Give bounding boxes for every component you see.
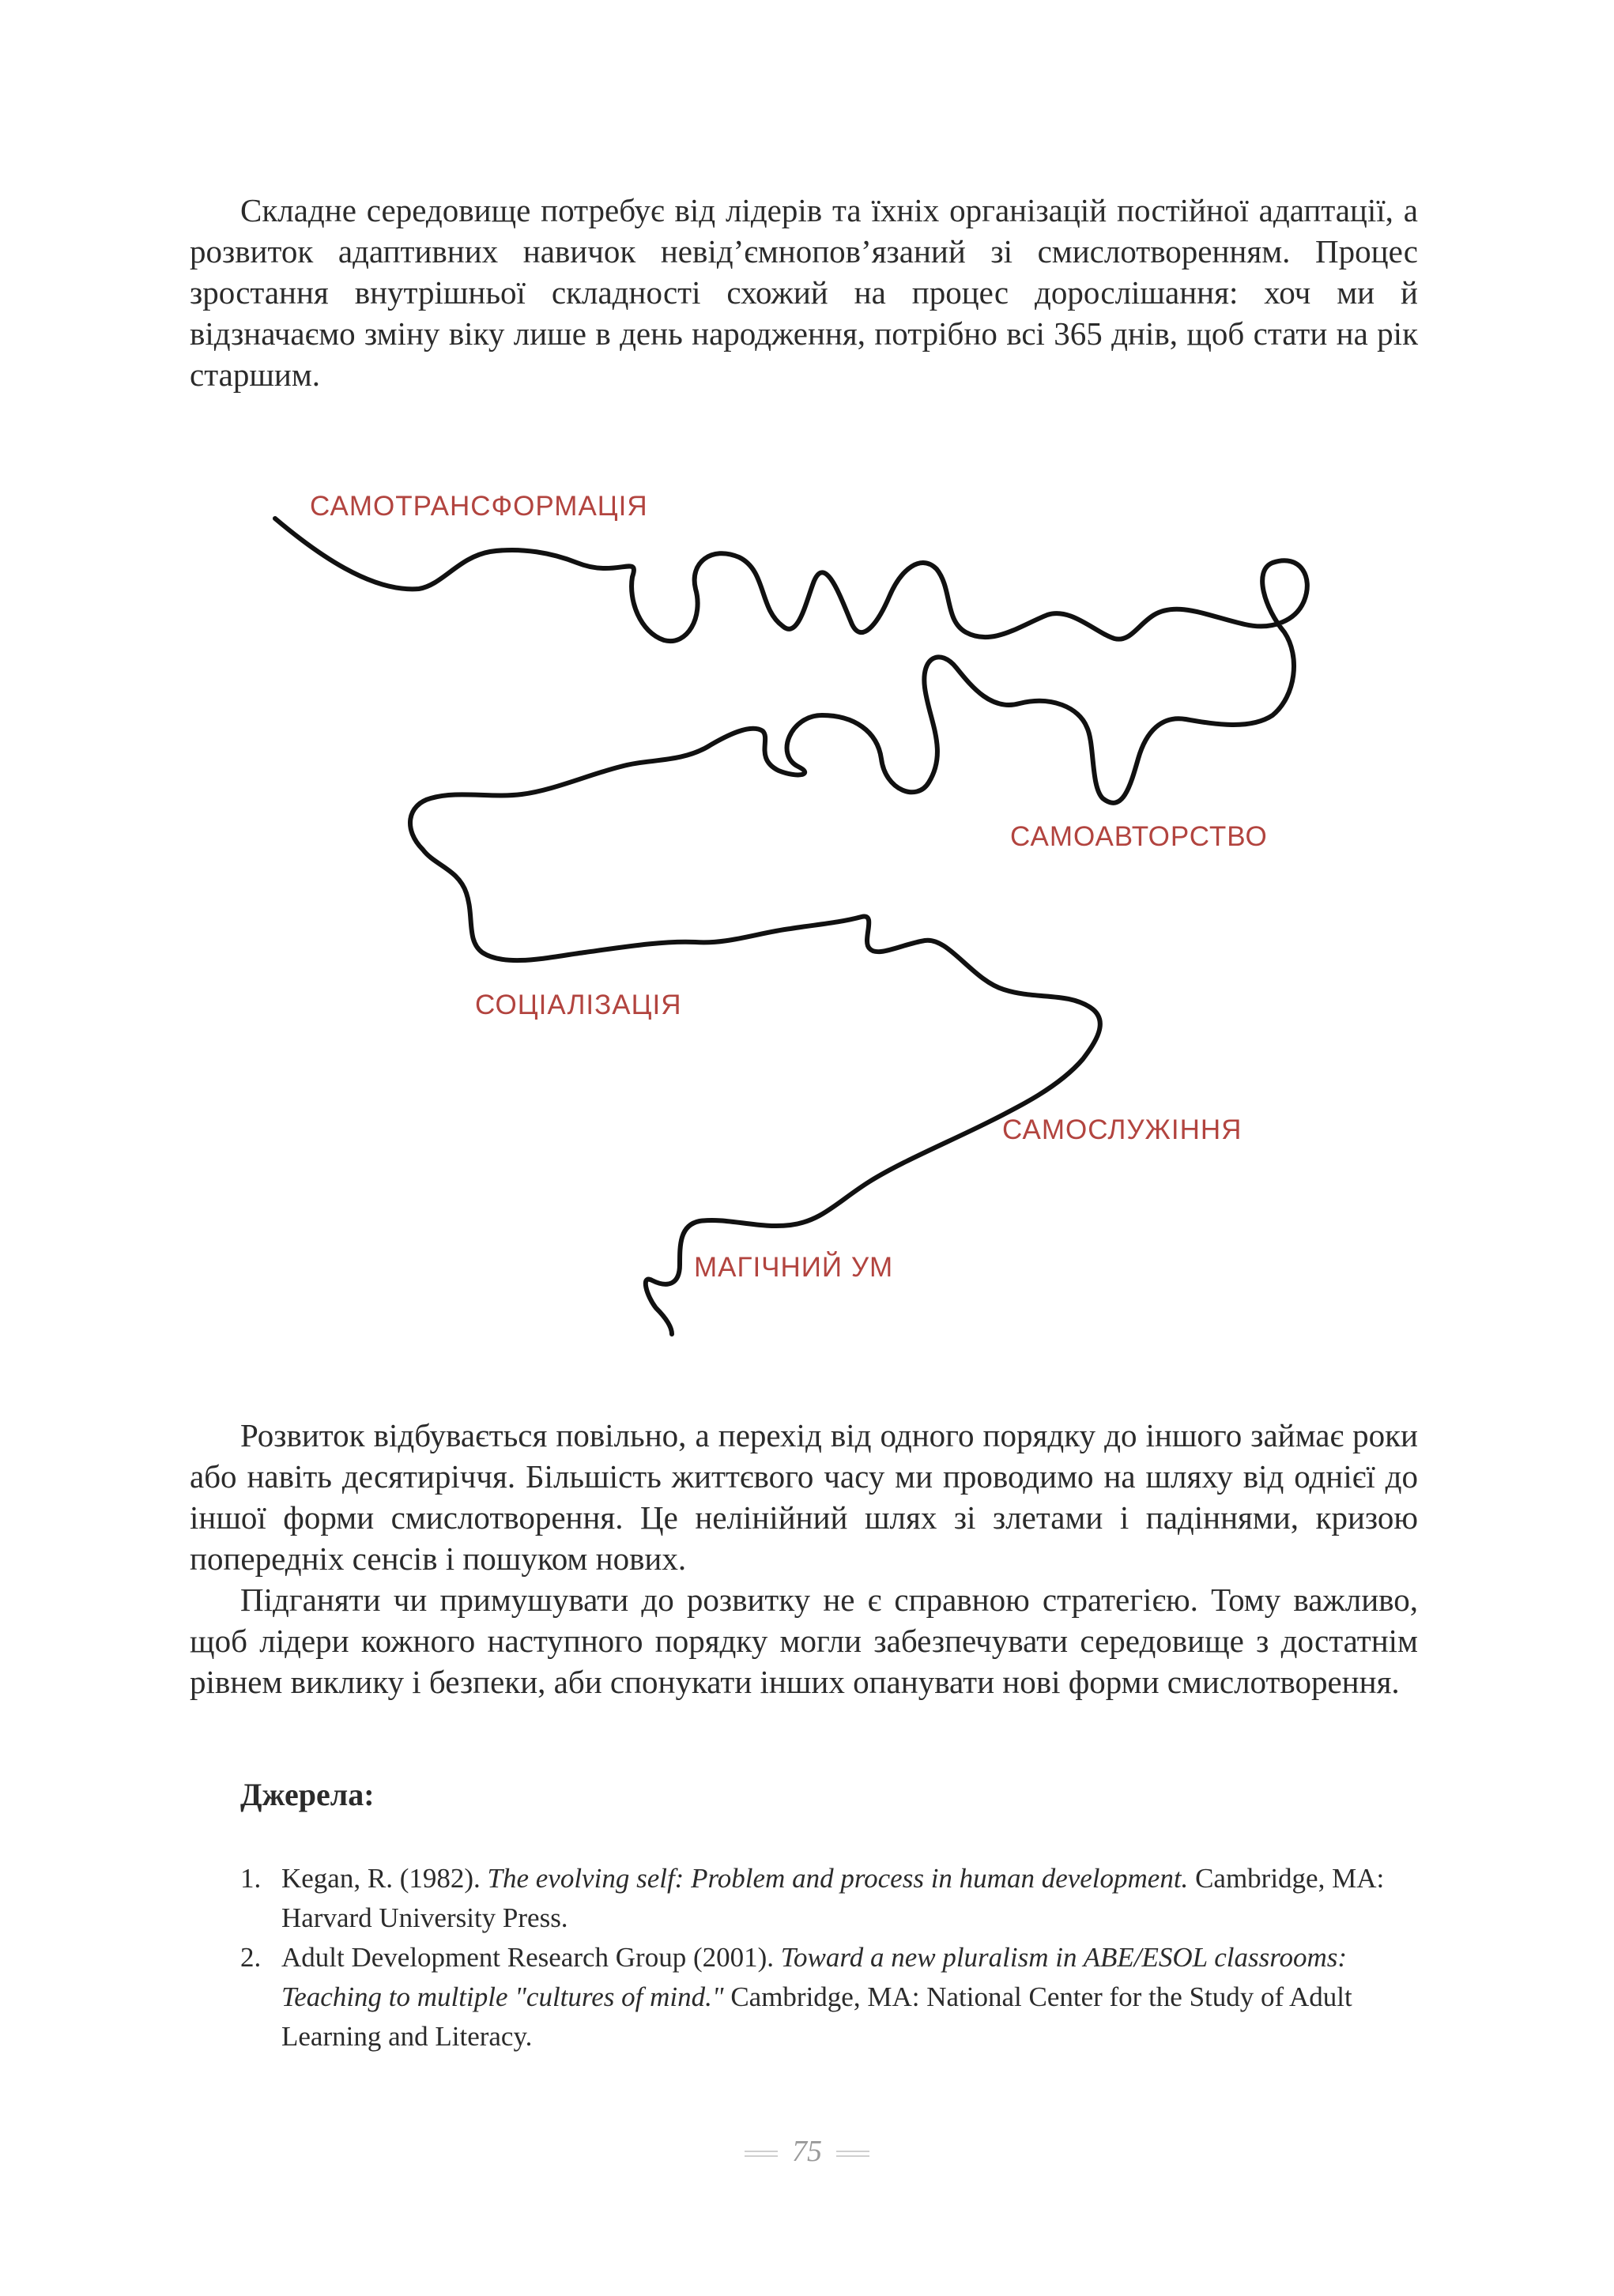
reference-publisher: Cambridge, MA: Harvard University Press.: [281, 1863, 1385, 1933]
sources-heading: Джерела:: [240, 1777, 375, 1812]
reference-author: Kegan, R. (1982).: [281, 1863, 488, 1894]
page-number: 75: [792, 2135, 822, 2168]
label-magical-mind: МАГІЧНИЙ УМ: [694, 1252, 894, 1283]
reference-author: Adult Development Research Group (2001).: [281, 1942, 781, 1973]
reference-title: Toward a new pluralism in ABE/ESOL classrooms: Teaching to multiple "cultures of mind.": [281, 1942, 1348, 2012]
label-self-authoring: САМОАВТОРСТВО: [1010, 821, 1268, 852]
reference-number: 2.: [240, 1942, 262, 1973]
paragraph-1: Складне середовище потребує від лідерів та їхніх організацій постійної адаптації, а розвиток адаптивних навичок невід’ємнопов’язаний зі смислотворенням. Процес зростання внутрішньої складності схожий на процес дорослішання: хоч ми й відзначаємо зміну віку лише в день народження, потрібно всі 365 днів, щоб стати на рік старшим.: [190, 192, 1418, 393]
reference-title: The evolving self: Problem and process in human development.: [487, 1863, 1189, 1894]
paragraph-2: Розвиток відбувається повільно, а перехід від одного порядку до іншого займає роки або навіть десятиріччя. Більшість життєвого часу ми проводимо на шляху від однієї до іншої форми смислотворення. Це нелінійний шлях зі злетами і падіннями, кризою попередніх сенсів і пошуком нових.: [190, 1417, 1418, 1577]
development-path-line: [275, 518, 1307, 1334]
reference-publisher: Cambridge, MA: National Center for the Study of Adult Learning and Literacy.: [281, 1981, 1352, 2052]
footer-rule-right: [836, 2151, 869, 2157]
reference-number: 1.: [240, 1863, 262, 1894]
label-socialized: СОЦІАЛІЗАЦІЯ: [475, 990, 682, 1020]
label-self-sovereign: САМОСЛУЖІННЯ: [1002, 1114, 1243, 1145]
reference-item: [240, 1859, 1410, 1938]
page-footer: [0, 2134, 1614, 2169]
footer-rule-left: [745, 2151, 778, 2157]
paragraph-3: Підганяти чи примушувати до розвитку не є справною стратегією. Тому важливо, щоб лідери кожного наступного порядку могли забезпечувати середовище з достатнім рівнем виклику і безпеки, аби спонукати інших опанувати нові форми смислотворення.: [190, 1582, 1418, 1700]
label-self-transforming: САМОТРАНСФОРМАЦІЯ: [310, 491, 648, 522]
reference-item: [240, 1938, 1410, 2057]
references-list: [240, 1859, 1410, 2057]
